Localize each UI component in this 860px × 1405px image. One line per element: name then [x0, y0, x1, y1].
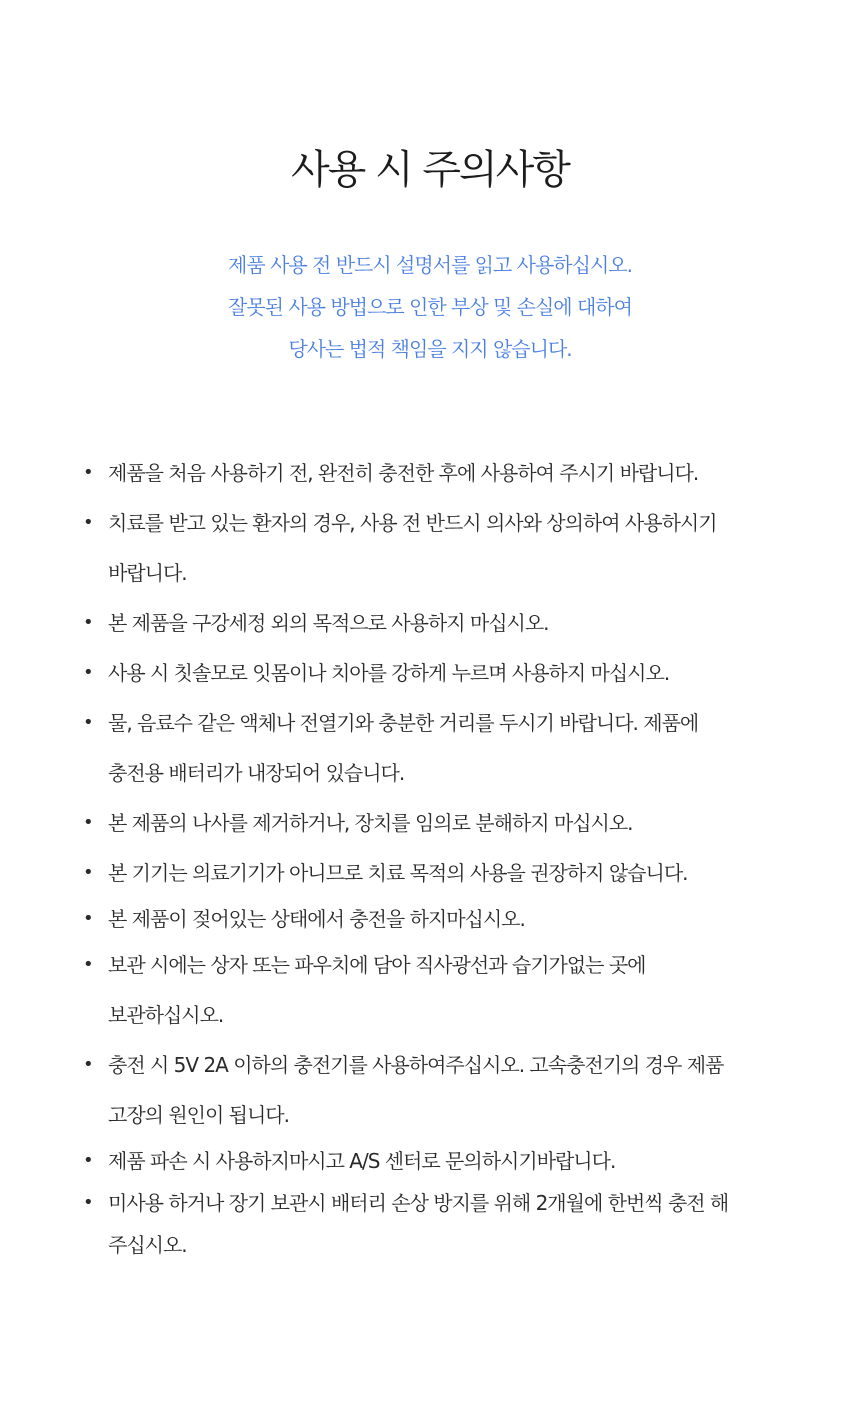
- caution-item: [80, 1140, 800, 1182]
- caution-text: 본 기기는 의료기기가 아니므로 치료 목적의 사용을 권장하지 않습니다.: [108, 861, 688, 885]
- notice-line: 제품 사용 전 반드시 설명서를 읽고 사용하십시오.: [228, 253, 632, 277]
- bullet-icon: •: [83, 512, 93, 533]
- bullet-icon: •: [83, 712, 93, 733]
- bullet-icon: •: [83, 462, 93, 483]
- bullet-icon: •: [83, 662, 93, 683]
- bullet-icon: •: [83, 862, 93, 883]
- caution-text: 치료를 받고 있는 환자의 경우, 사용 전 반드시 의사와 상의하여 사용하시기: [108, 511, 717, 535]
- caution-text: 본 제품의 나사를 제거하거나, 장치를 임의로 분해하지 마십시오.: [108, 811, 633, 835]
- bullet-icon: •: [83, 1150, 93, 1171]
- caution-text: 본 제품이 젖어있는 상태에서 충전을 하지마십시오.: [108, 907, 525, 931]
- caution-text: 미사용 하거나 장기 보관시 배터리 손상 방지를 위해 2개월에 한번씩 충전 해: [108, 1191, 729, 1215]
- caution-item: [80, 848, 800, 898]
- bullet-icon: •: [83, 1054, 93, 1075]
- caution-item: [80, 698, 800, 798]
- caution-text-continued: 충전용 배터리가 내장되어 있습니다.: [108, 761, 405, 785]
- caution-text: 보관 시에는 상자 또는 파우치에 담아 직사광선과 습기가없는 곳에: [108, 953, 646, 977]
- caution-item: [80, 1182, 800, 1266]
- caution-item: [80, 798, 800, 848]
- caution-item: [80, 648, 800, 698]
- page-title: 사용 시 주의사항: [291, 147, 569, 193]
- bullet-icon: •: [83, 1192, 93, 1213]
- caution-text: 사용 시 칫솔모로 잇몸이나 치아를 강하게 누르며 사용하지 마십시오.: [108, 661, 670, 685]
- caution-item: [80, 940, 800, 1040]
- caution-text-continued: 바랍니다.: [108, 561, 187, 585]
- caution-text-continued: 주십시오.: [108, 1233, 187, 1257]
- caution-text: 제품 파손 시 사용하지마시고 A/S 센터로 문의하시기바랍니다.: [108, 1149, 616, 1173]
- warning-notice: [0, 244, 860, 370]
- bullet-icon: •: [83, 812, 93, 833]
- caution-item: [80, 598, 800, 648]
- bullet-icon: •: [83, 612, 93, 633]
- notice-line: 잘못된 사용 방법으로 인한 부상 및 손실에 대하여: [228, 295, 632, 319]
- bullet-icon: •: [83, 908, 93, 929]
- caution-text: 충전 시 5V 2A 이하의 충전기를 사용하여주십시오. 고속충전기의 경우 제품: [108, 1053, 724, 1077]
- caution-item: [80, 498, 800, 598]
- caution-text: 본 제품을 구강세정 외의 목적으로 사용하지 마십시오.: [108, 611, 549, 635]
- caution-item: [80, 448, 800, 498]
- notice-line: 당사는 법적 책임을 지지 않습니다.: [288, 337, 572, 361]
- caution-list: [80, 448, 800, 1266]
- caution-item: [80, 1040, 800, 1140]
- caution-text-continued: 고장의 원인이 됩니다.: [108, 1103, 289, 1127]
- caution-text-continued: 보관하십시오.: [108, 1003, 224, 1027]
- caution-text: 제품을 처음 사용하기 전, 완전히 충전한 후에 사용하여 주시기 바랍니다.: [108, 461, 699, 485]
- caution-text: 물, 음료수 같은 액체나 전열기와 충분한 거리를 두시기 바랍니다. 제품에: [108, 711, 699, 735]
- bullet-icon: •: [83, 954, 93, 975]
- caution-item: [80, 898, 800, 940]
